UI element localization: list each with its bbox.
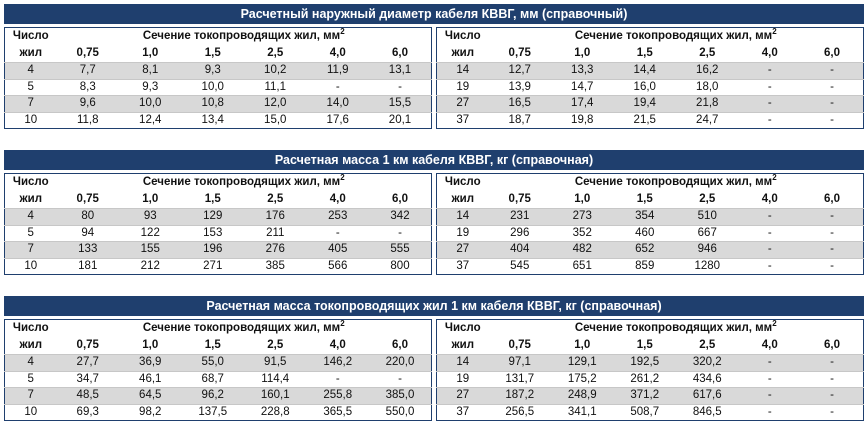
value-cell: - <box>739 225 802 242</box>
size-header: 0,75 <box>508 193 531 205</box>
table-row <box>5 355 432 372</box>
size-header: 1,0 <box>142 193 159 205</box>
value-cell: 342 <box>369 209 432 226</box>
size-header: 2,5 <box>699 47 716 59</box>
value-cell: 16,0 <box>614 79 677 96</box>
size-header: 2,5 <box>267 47 284 59</box>
value-cell: 434,6 <box>676 371 739 388</box>
value-cell: 652 <box>614 242 677 259</box>
section-header-text: Сечение токопроводящих жил, мм <box>574 176 773 188</box>
value-cell: - <box>801 63 864 80</box>
value-cell: 48,5 <box>57 388 120 405</box>
value-cell: 69,3 <box>57 404 120 421</box>
section-header-sup: 2 <box>340 27 345 37</box>
value-cell: 508,7 <box>614 404 677 421</box>
cores-cell: 14 <box>437 355 489 372</box>
value-cell: - <box>739 355 802 372</box>
value-cell: 13,4 <box>182 112 245 129</box>
cores-cell: 37 <box>437 404 489 421</box>
size-header: 0,75 <box>76 339 99 351</box>
value-cell: 7,7 <box>57 63 120 80</box>
section-header-sup: 2 <box>340 173 345 183</box>
value-cell: 16,5 <box>489 96 552 113</box>
value-cell: 10,0 <box>182 79 245 96</box>
value-cell: 175,2 <box>551 371 614 388</box>
value-cell: - <box>801 96 864 113</box>
cores-cell: 4 <box>5 355 57 372</box>
value-cell: - <box>801 209 864 226</box>
cores-cell: 7 <box>5 388 57 405</box>
value-cell: 21,8 <box>676 96 739 113</box>
value-cell: - <box>307 225 370 242</box>
value-cell: 24,7 <box>676 112 739 129</box>
value-cell: 253 <box>307 209 370 226</box>
value-cell: 405 <box>307 242 370 259</box>
value-cell: 14,7 <box>551 79 614 96</box>
value-cell: - <box>369 79 432 96</box>
section-header-text: Сечение токопроводящих жил, мм <box>142 322 341 334</box>
value-cell: 352 <box>551 225 614 242</box>
cores-cell: 4 <box>5 209 57 226</box>
value-cell: 80 <box>57 209 120 226</box>
value-cell: - <box>369 225 432 242</box>
size-header: 1,0 <box>574 193 591 205</box>
size-header: 1,0 <box>142 339 159 351</box>
value-cell: 14,4 <box>614 63 677 80</box>
size-header: 1,5 <box>204 193 221 205</box>
value-cell: 146,2 <box>307 355 370 372</box>
size-header: 6,0 <box>392 193 408 205</box>
value-cell: 651 <box>551 258 614 275</box>
cores-cell: 10 <box>5 404 57 421</box>
value-cell: 19,8 <box>551 112 614 129</box>
value-cell: 12,7 <box>489 63 552 80</box>
size-header: 0,75 <box>76 193 99 205</box>
table-row <box>5 388 432 405</box>
value-cell: 255,8 <box>307 388 370 405</box>
value-cell: 276 <box>244 242 307 259</box>
section-header-text: Сечение токопроводящих жил, мм <box>142 176 341 188</box>
size-header: 1,5 <box>636 47 653 59</box>
value-cell: 11,1 <box>244 79 307 96</box>
size-header: 2,5 <box>699 193 716 205</box>
value-cell: 228,8 <box>244 404 307 421</box>
cores-cell: 27 <box>437 388 489 405</box>
section-header-sup: 2 <box>772 27 777 37</box>
section-header <box>489 28 864 46</box>
value-cell: 248,9 <box>551 388 614 405</box>
value-cell: 196 <box>182 242 245 259</box>
value-cell: 18,7 <box>489 112 552 129</box>
size-header: 1,5 <box>204 47 221 59</box>
table-row <box>5 209 432 226</box>
cores-cell: 7 <box>5 96 57 113</box>
value-cell: 482 <box>551 242 614 259</box>
value-cell: - <box>739 79 802 96</box>
size-header: 4,0 <box>329 47 346 59</box>
value-cell: 946 <box>676 242 739 259</box>
size-header: 1,0 <box>574 47 591 59</box>
section-header-text: Сечение токопроводящих жил, мм <box>574 322 773 334</box>
value-cell: 18,0 <box>676 79 739 96</box>
value-cell: 97,1 <box>489 355 552 372</box>
value-cell: 16,2 <box>676 63 739 80</box>
table-row <box>437 225 864 242</box>
table-block-diameter <box>4 4 864 129</box>
value-cell: 566 <box>307 258 370 275</box>
value-cell: - <box>739 96 802 113</box>
value-cell: 131,7 <box>489 371 552 388</box>
size-header: 6,0 <box>392 339 408 351</box>
value-cell: 404 <box>489 242 552 259</box>
value-cell: - <box>307 371 370 388</box>
size-header: 6,0 <box>824 339 840 351</box>
value-cell: - <box>739 242 802 259</box>
value-cell: 17,6 <box>307 112 370 129</box>
value-cell: - <box>739 63 802 80</box>
size-header: 4,0 <box>761 193 778 205</box>
cores-cell: 19 <box>437 79 489 96</box>
value-cell: 667 <box>676 225 739 242</box>
value-cell: 1280 <box>676 258 739 275</box>
value-cell: 212 <box>119 258 182 275</box>
value-cell: 34,7 <box>57 371 120 388</box>
value-cell: - <box>739 404 802 421</box>
value-cell: 19,4 <box>614 96 677 113</box>
value-cell: - <box>801 258 864 275</box>
cores-cell: 14 <box>437 209 489 226</box>
value-cell: - <box>307 79 370 96</box>
value-cell: 15,5 <box>369 96 432 113</box>
value-cell: 385,0 <box>369 388 432 405</box>
value-cell: 20,1 <box>369 112 432 129</box>
table-title: Расчетный наружный диаметр кабеля КВВГ, мм (справочный) <box>4 4 864 24</box>
value-cell: 12,4 <box>119 112 182 129</box>
value-cell: 93 <box>119 209 182 226</box>
size-header: 1,0 <box>574 339 591 351</box>
value-cell: 341,1 <box>551 404 614 421</box>
value-cell: - <box>801 225 864 242</box>
table-title: Расчетная масса 1 км кабеля КВВГ, кг (справочная) <box>4 150 864 170</box>
size-header: 6,0 <box>392 47 408 59</box>
value-cell: - <box>739 371 802 388</box>
value-cell: 296 <box>489 225 552 242</box>
value-cell: 8,1 <box>119 63 182 80</box>
size-header: 1,0 <box>142 47 159 59</box>
table-row <box>5 404 432 421</box>
size-header: 6,0 <box>824 47 840 59</box>
value-cell: - <box>801 355 864 372</box>
table-row <box>5 242 432 259</box>
section-header-text: Сечение токопроводящих жил, мм <box>574 30 773 42</box>
table-row <box>437 371 864 388</box>
value-cell: 187,2 <box>489 388 552 405</box>
value-cell: 27,7 <box>57 355 120 372</box>
size-header: 1,5 <box>204 339 221 351</box>
size-header: 0,75 <box>508 339 531 351</box>
value-cell: 800 <box>369 258 432 275</box>
value-cell: 256,5 <box>489 404 552 421</box>
value-cell: 46,1 <box>119 371 182 388</box>
table-block-conductor-mass <box>4 296 864 421</box>
value-cell: 129 <box>182 209 245 226</box>
value-cell: 510 <box>676 209 739 226</box>
value-cell: 55,0 <box>182 355 245 372</box>
table-right <box>436 173 864 275</box>
value-cell: 261,2 <box>614 371 677 388</box>
table-row <box>437 242 864 259</box>
value-cell: 846,5 <box>676 404 739 421</box>
cores-header: Число <box>444 322 481 334</box>
value-cell: 64,5 <box>119 388 182 405</box>
table-row <box>5 225 432 242</box>
cores-cell: 27 <box>437 96 489 113</box>
table-row <box>437 404 864 421</box>
value-cell: - <box>739 209 802 226</box>
value-cell: 137,5 <box>182 404 245 421</box>
value-cell: 11,8 <box>57 112 120 129</box>
table-right <box>436 27 864 129</box>
table-row <box>5 371 432 388</box>
size-header: 4,0 <box>761 47 778 59</box>
value-cell: 94 <box>57 225 120 242</box>
value-cell: 550,0 <box>369 404 432 421</box>
value-cell: 10,8 <box>182 96 245 113</box>
size-header: 2,5 <box>267 339 284 351</box>
section-header <box>57 174 432 192</box>
table-left <box>4 27 432 129</box>
cores-header-2: жил <box>451 339 475 351</box>
table-row <box>437 63 864 80</box>
table-title: Расчетная масса токопроводящих жил 1 км кабеля КВВГ, кг (справочная) <box>4 296 864 316</box>
cores-cell: 10 <box>5 258 57 275</box>
table-right <box>436 319 864 421</box>
value-cell: 181 <box>57 258 120 275</box>
value-cell: 273 <box>551 209 614 226</box>
cores-header: Число <box>12 322 49 334</box>
value-cell: 36,9 <box>119 355 182 372</box>
value-cell: 15,0 <box>244 112 307 129</box>
value-cell: 8,3 <box>57 79 120 96</box>
section-header <box>489 174 864 192</box>
size-header: 4,0 <box>329 339 346 351</box>
table-row <box>437 79 864 96</box>
table-row <box>5 63 432 80</box>
table-row <box>437 258 864 275</box>
value-cell: 98,2 <box>119 404 182 421</box>
value-cell: 371,2 <box>614 388 677 405</box>
table-row <box>5 258 432 275</box>
value-cell: 220,0 <box>369 355 432 372</box>
value-cell: 859 <box>614 258 677 275</box>
cores-cell: 4 <box>5 63 57 80</box>
table-row <box>5 79 432 96</box>
value-cell: 153 <box>182 225 245 242</box>
value-cell: 545 <box>489 258 552 275</box>
section-header <box>489 320 864 338</box>
cores-cell: 7 <box>5 242 57 259</box>
table-left <box>4 173 432 275</box>
value-cell: - <box>801 112 864 129</box>
value-cell: 176 <box>244 209 307 226</box>
value-cell: 365,5 <box>307 404 370 421</box>
value-cell: 21,5 <box>614 112 677 129</box>
value-cell: - <box>801 79 864 96</box>
section-header-sup: 2 <box>772 319 777 329</box>
value-cell: 13,9 <box>489 79 552 96</box>
value-cell: 96,2 <box>182 388 245 405</box>
value-cell: 160,1 <box>244 388 307 405</box>
value-cell: 211 <box>244 225 307 242</box>
value-cell: - <box>801 242 864 259</box>
value-cell: 13,1 <box>369 63 432 80</box>
value-cell: 13,3 <box>551 63 614 80</box>
table-row <box>437 209 864 226</box>
cores-cell: 10 <box>5 112 57 129</box>
size-header: 1,5 <box>636 339 653 351</box>
size-header: 1,5 <box>636 193 653 205</box>
value-cell: - <box>801 388 864 405</box>
value-cell: 617,6 <box>676 388 739 405</box>
size-header: 4,0 <box>761 339 778 351</box>
value-cell: 9,6 <box>57 96 120 113</box>
value-cell: - <box>739 388 802 405</box>
cores-header: Число <box>444 176 481 188</box>
section-header-text: Сечение токопроводящих жил, мм <box>142 30 341 42</box>
cores-header-2: жил <box>451 193 475 205</box>
size-header: 2,5 <box>267 193 284 205</box>
size-header: 2,5 <box>699 339 716 351</box>
section-header-sup: 2 <box>772 173 777 183</box>
table-block-cable-mass <box>4 150 864 275</box>
value-cell: 460 <box>614 225 677 242</box>
value-cell: 9,3 <box>119 79 182 96</box>
table-row <box>437 388 864 405</box>
value-cell: 17,4 <box>551 96 614 113</box>
cores-header-2: жил <box>19 47 43 59</box>
value-cell: 555 <box>369 242 432 259</box>
cores-cell: 37 <box>437 258 489 275</box>
table-row <box>5 112 432 129</box>
value-cell: 354 <box>614 209 677 226</box>
table-row <box>437 355 864 372</box>
section-header <box>57 320 432 338</box>
cores-cell: 27 <box>437 242 489 259</box>
cores-header: Число <box>12 176 49 188</box>
cores-cell: 19 <box>437 225 489 242</box>
value-cell: - <box>801 404 864 421</box>
table-row <box>437 96 864 113</box>
value-cell: 9,3 <box>182 63 245 80</box>
value-cell: - <box>369 371 432 388</box>
value-cell: 11,9 <box>307 63 370 80</box>
size-header: 4,0 <box>329 193 346 205</box>
value-cell: 155 <box>119 242 182 259</box>
value-cell: 231 <box>489 209 552 226</box>
cores-header-2: жил <box>451 47 475 59</box>
cores-header: Число <box>444 30 481 42</box>
cores-cell: 19 <box>437 371 489 388</box>
value-cell: 385 <box>244 258 307 275</box>
cores-cell: 5 <box>5 371 57 388</box>
value-cell: 192,5 <box>614 355 677 372</box>
cores-cell: 14 <box>437 63 489 80</box>
table-left <box>4 319 432 421</box>
value-cell: 14,0 <box>307 96 370 113</box>
section-header <box>57 28 432 46</box>
value-cell: 12,0 <box>244 96 307 113</box>
value-cell: 320,2 <box>676 355 739 372</box>
value-cell: 271 <box>182 258 245 275</box>
cores-cell: 37 <box>437 112 489 129</box>
value-cell: - <box>801 371 864 388</box>
value-cell: 91,5 <box>244 355 307 372</box>
cores-header-2: жил <box>19 193 43 205</box>
cores-header-2: жил <box>19 339 43 351</box>
size-header: 0,75 <box>508 47 531 59</box>
value-cell: 10,2 <box>244 63 307 80</box>
value-cell: 129,1 <box>551 355 614 372</box>
value-cell: 133 <box>57 242 120 259</box>
cores-cell: 5 <box>5 79 57 96</box>
value-cell: - <box>739 112 802 129</box>
size-header: 6,0 <box>824 193 840 205</box>
table-row <box>5 96 432 113</box>
value-cell: - <box>739 258 802 275</box>
cores-cell: 5 <box>5 225 57 242</box>
table-row <box>437 112 864 129</box>
cores-header: Число <box>12 30 49 42</box>
value-cell: 10,0 <box>119 96 182 113</box>
value-cell: 122 <box>119 225 182 242</box>
value-cell: 68,7 <box>182 371 245 388</box>
value-cell: 114,4 <box>244 371 307 388</box>
section-header-sup: 2 <box>340 319 345 329</box>
size-header: 0,75 <box>76 47 99 59</box>
